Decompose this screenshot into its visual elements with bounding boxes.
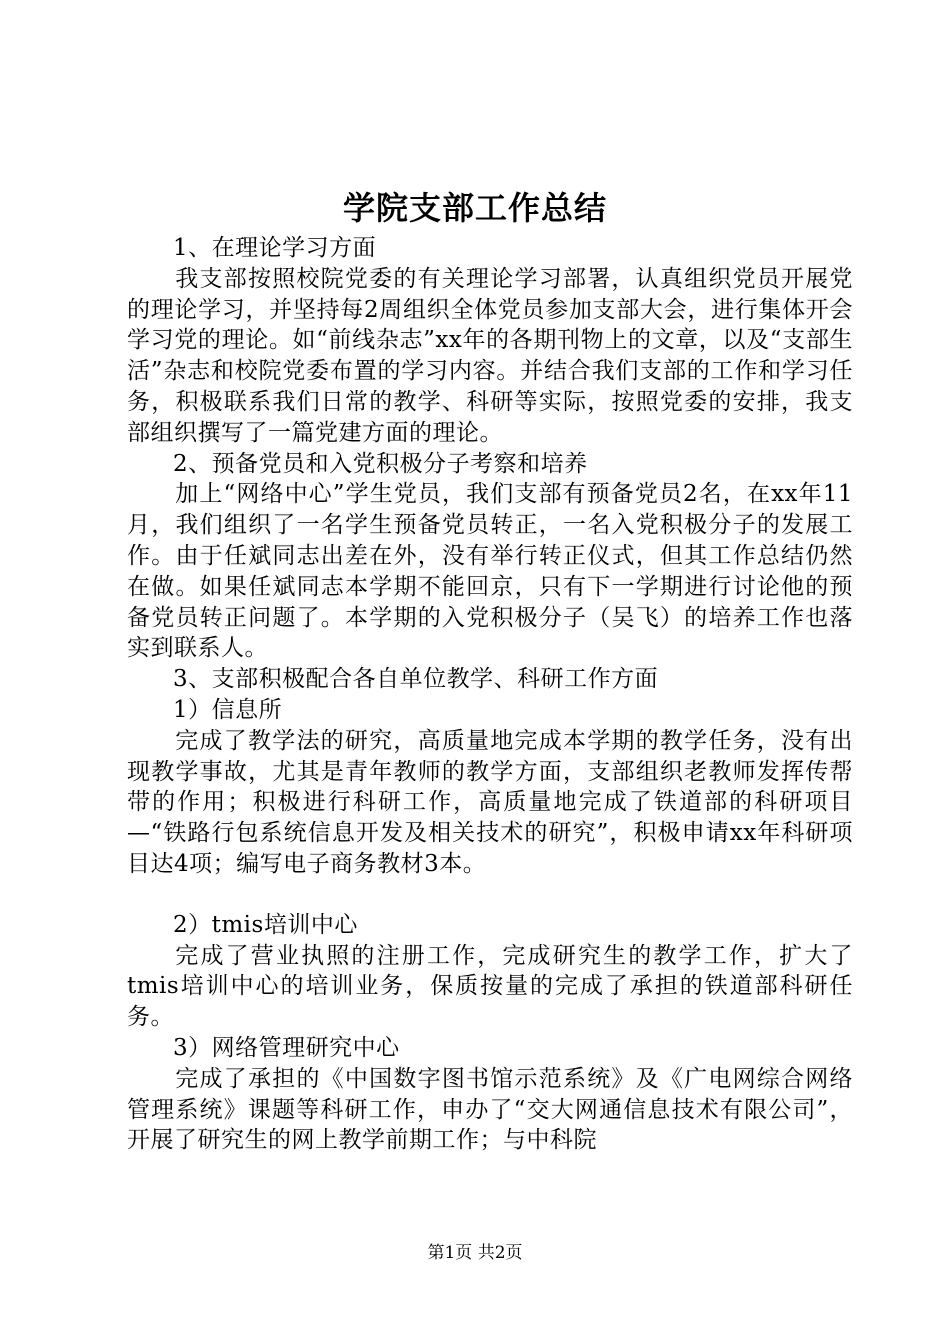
paragraph-theory-study: 我支部按照校院党委的有关理论学习部署，认真组织党员开展党的理论学习，并坚持每2周组织全体党员参加支部大会，进行集体开会学习党的理论。如“前线杂志”xx年的各期刊物上的文章，以及“支部生活”杂志和校院党委布置的学习内容。并结合我们支部的工作和学习任务，积极联系我们日常的教学、科研等实际，按照党委的安排，我支部组织撰写了一篇党建方面的理论。 <box>127 265 853 446</box>
paragraph-network-management: 完成了承担的《中国数字图书馆示范系统》及《广电网综合网络管理系统》课题等科研工作，申办了“交大网通信息技术有限公司”，开展了研究生的网上教学前期工作；与中科院 <box>127 1065 853 1154</box>
section-heading-teaching-research: 3、支部积极配合各自单位教学、科研工作方面 <box>173 666 659 693</box>
paragraph-probationary-members: 加上“网络中心”学生党员，我们支部有预备党员2名，在xx年11月，我们组织了一名学生预备党员转正，一名入党积极分子的发展工作。由于任斌同志出差在外，没有举行转正仪式，但其工作总结仍然在做。如果任斌同志本学期不能回京，只有下一学期进行讨论他的预备党员转正问题了。本学期的入党积极分子（吴飞）的培养工作也落实到联系人。 <box>127 481 853 662</box>
paragraph-tmis-training: 完成了营业执照的注册工作，完成研究生的教学工作，扩大了tmis培训中心的培训业务，保质按量的完成了承担的铁道部科研任务。 <box>127 942 853 1031</box>
subsection-heading-network-management: 3）网络管理研究中心 <box>173 1034 400 1061</box>
page-footer: 第1页 共2页 <box>427 1243 523 1263</box>
subsection-heading-information-institute: 1）信息所 <box>173 696 283 723</box>
paragraph-information-institute: 完成了教学法的研究，高质量地完成本学期的教学任务，没有出现教学事故，尤其是青年教师的教学方面，支部组织老教师发挥传帮带的作用；积极进行科研工作，高质量地完成了铁道部的科研项目—“铁路行包系统信息开发及相关技术的研究”，积极申请xx年科研项目达4项；编写电子商务教材3本。 <box>127 727 853 877</box>
document-title: 学院支部工作总结 <box>342 189 607 227</box>
section-heading-theory: 1、在理论学习方面 <box>173 235 377 261</box>
subsection-heading-tmis-training: 2）tmis培训中心 <box>173 911 358 938</box>
paragraph-spacer <box>127 880 853 910</box>
document-body <box>127 233 853 1156</box>
section-heading-probationary-members: 2、预备党员和入党积极分子考察和培养 <box>173 450 588 477</box>
